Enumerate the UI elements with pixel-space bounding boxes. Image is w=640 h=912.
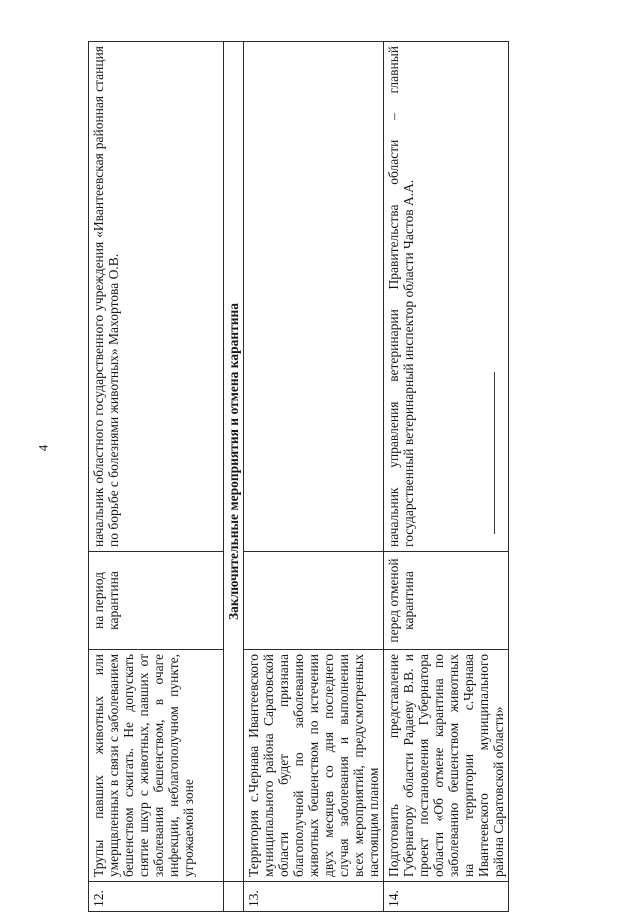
row-term: [244, 552, 384, 650]
measures-table: [88, 41, 509, 912]
row-action: Подготовить представление Губернатору области Радаеву В.В. и проект постановления Губернатора области «Об отмене карантина по заболеванию бешенством животных на территории с.Чернава Ивантеевского муниципального района Саратовской области»: [384, 650, 509, 882]
section-row: [224, 42, 244, 912]
table-row: [244, 42, 384, 912]
row-responsible: начальник областного государственного учреждения «Ивантеевская районная станция по борьбе с болезнями животных» Махортова О.В.: [89, 42, 224, 552]
section-spacer: [224, 882, 244, 912]
row-term: на период карантина: [89, 552, 224, 650]
row-responsible: [244, 42, 384, 552]
table-row: [89, 42, 224, 912]
row-term: перед отменой карантина: [384, 552, 509, 650]
row-responsible: начальник управления ветеринарии Правительства области – главный государственный ветеринарный инспектор области Частов А.А.: [384, 42, 509, 552]
section-title: Заключительные мероприятия и отмена карантина: [224, 42, 244, 882]
plan-sheet: [88, 42, 506, 912]
row-number: 13.: [244, 882, 384, 912]
closing-line: [494, 372, 495, 534]
row-action: Трупы павших животных или умерщвленных в связи с заболеванием бешенством сжигать. Не допускать снятие шкур с животных, павших от заболевания бешенством, в очаге инфекции, неблагополучном пункте, угрожаемой зоне: [89, 650, 224, 882]
table-row: [384, 42, 509, 912]
page-number: 4: [35, 444, 51, 452]
row-number: 12.: [89, 882, 224, 912]
row-number: 14.: [384, 882, 509, 912]
row-action: Территория с.Чернава Ивантеевского муниципального района Саратовской области будет признана благополучной по заболеванию животных бешенством по истечении двух месяцев со дня последнего случая заболевания и выполнении всех мероприятий, предусмотренных настоящим планом: [244, 650, 384, 882]
